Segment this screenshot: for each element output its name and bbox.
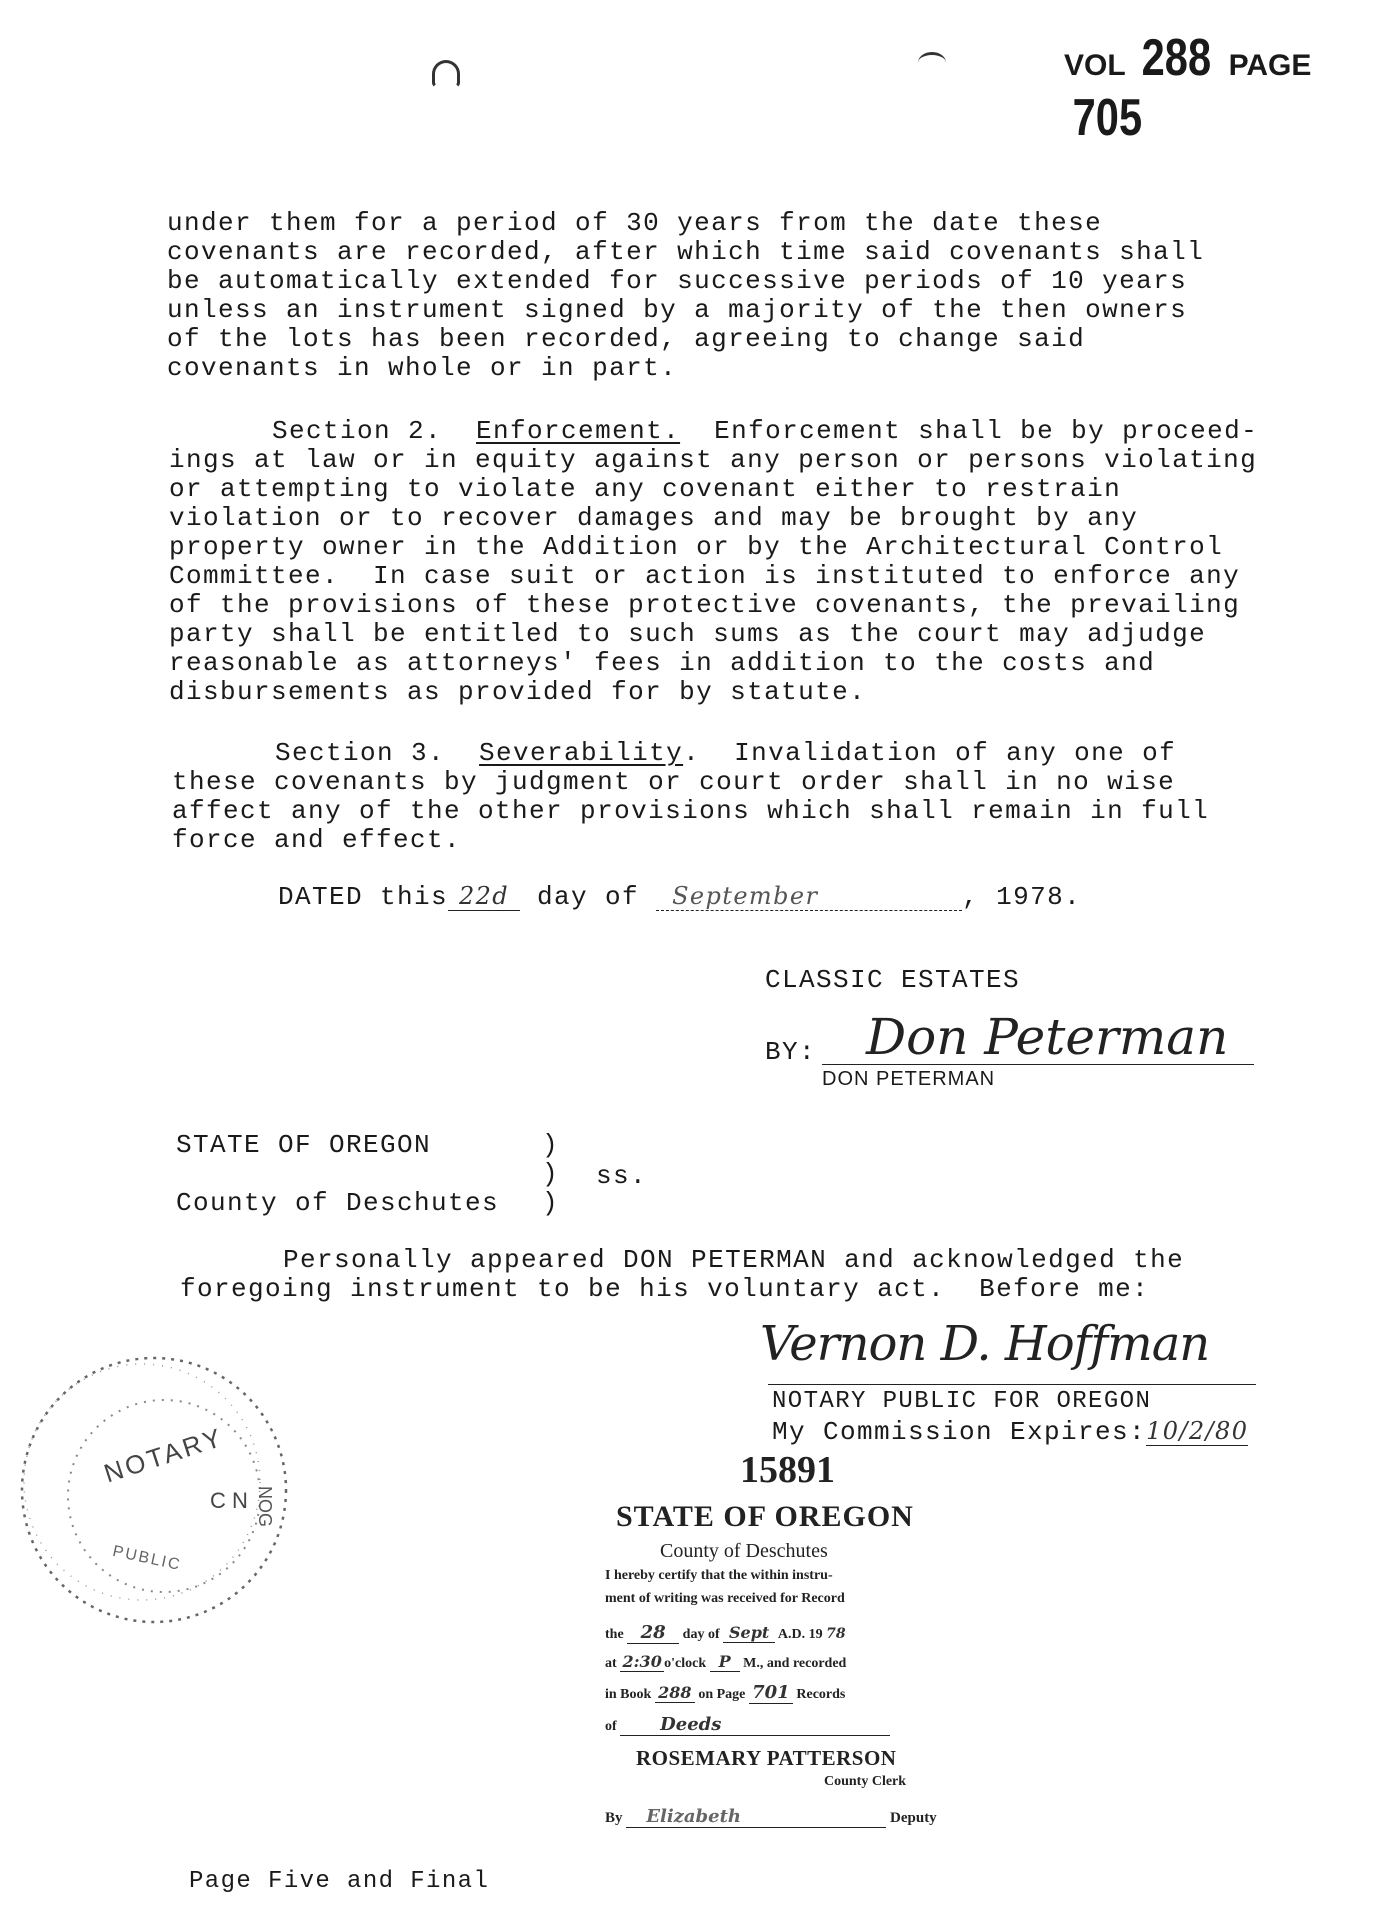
- dated-month-handwritten: September: [656, 882, 962, 911]
- body-line: of the lots has been recorded, agreeing to change said: [167, 324, 1086, 354]
- stamp-ad-label: A.D. 19: [777, 1627, 823, 1642]
- commission-label: My Commission Expires:: [772, 1417, 1147, 1447]
- body-line: be automatically extended for successive periods of 10 years: [167, 266, 1188, 296]
- section-text: . Invalidation of any one of: [683, 738, 1177, 768]
- section-number: Section 2.: [272, 416, 443, 446]
- section-3-line: these covenants by judgment or court order shall in no wise: [172, 767, 1176, 797]
- page-footer: Page Five and Final: [189, 1868, 490, 1895]
- venue-ss: ss.: [596, 1161, 648, 1191]
- stamp-of-handwritten: Deeds: [620, 1714, 890, 1736]
- stamp-page-handwritten: 701: [749, 1682, 793, 1704]
- dated-middle: day of: [537, 882, 640, 912]
- by-label: BY:: [765, 1037, 817, 1067]
- section-2-line: property owner in the Addition or by the Architectural Control: [169, 532, 1224, 562]
- stamp-state: STATE OF OREGON: [616, 1500, 914, 1533]
- hole-punch-mark-icon: [918, 52, 946, 73]
- signer-name: DON PETERMAN: [822, 1068, 996, 1090]
- stamp-book-line: [605, 1682, 845, 1704]
- stamp-day-handwritten: 28: [627, 1622, 679, 1644]
- section-3-first-line: [275, 738, 1176, 768]
- recording-stamp: [600, 1500, 980, 1860]
- section-2-line: of the provisions of these protective covenants, the prevailing: [169, 590, 1241, 620]
- stamp-cert-line: I hereby certify that the within instru-: [605, 1568, 833, 1583]
- stamp-time-line: [605, 1652, 846, 1672]
- body-line: covenants are recorded, after which time said covenants shall: [167, 237, 1205, 267]
- stamp-clerk-title: County Clerk: [824, 1774, 907, 1789]
- venue-county: County of Deschutes: [176, 1188, 500, 1218]
- stamp-meridiem-handwritten: P: [710, 1652, 740, 1672]
- section-2-line: Committee. In case suit or action is instituted to enforce any: [169, 561, 1241, 591]
- vol-label: VOL: [1064, 49, 1126, 82]
- stamp-month-handwritten: Sept: [723, 1623, 775, 1643]
- section-2-line: disbursements as provided for by statute.: [169, 677, 867, 707]
- seal-text-bottom: PUBLIC: [111, 1542, 183, 1575]
- page-label: PAGE: [1228, 49, 1312, 82]
- notary-signature-line: [768, 1384, 1256, 1385]
- stamp-oclock-label: o'clock: [664, 1656, 707, 1671]
- vol-number: 288: [1142, 29, 1212, 87]
- stamp-by-label: By: [605, 1810, 623, 1826]
- section-title: Enforcement.: [476, 416, 681, 446]
- dated-prefix: DATED this: [278, 882, 449, 912]
- notary-signature: Vernon D. Hoffman: [760, 1316, 1210, 1372]
- company-name: CLASSIC ESTATES: [765, 965, 1021, 995]
- venue-paren: ): [542, 1188, 560, 1218]
- venue-state: STATE OF OREGON: [176, 1130, 432, 1160]
- stamp-of-line: [605, 1714, 890, 1736]
- stamp-clerk-name: ROSEMARY PATTERSON: [636, 1746, 897, 1770]
- section-3-line: force and effect.: [172, 825, 462, 855]
- section-3-line: affect any of the other provisions which shall remain in full: [172, 796, 1210, 826]
- peterman-signature: Don Peterman: [866, 1008, 1229, 1066]
- dated-line: [278, 882, 1081, 912]
- seal-text-top: NOTARY: [100, 1421, 228, 1489]
- section-text: Enforcement shall be by proceed-: [714, 416, 1259, 446]
- seal-text-right: NOG: [255, 1485, 276, 1528]
- stamp-of-label: of: [605, 1719, 617, 1734]
- body-line: unless an instrument signed by a majority of the then owners: [167, 295, 1188, 325]
- stamp-deputy-line: [605, 1806, 937, 1828]
- section-2-line: or attempting to violate any covenant either to restrain: [169, 474, 1122, 504]
- stamp-county: County of Deschutes: [660, 1540, 828, 1562]
- signature-line: [822, 1064, 1254, 1065]
- stamp-the-label: the: [605, 1627, 624, 1642]
- stamp-deputy-handwritten: Elizabeth: [626, 1806, 886, 1828]
- acknowledgment-line: foregoing instrument to be his voluntary act. Before me:: [180, 1274, 1150, 1304]
- section-2-line: reasonable as attorneys' fees in addition to the costs and: [169, 648, 1156, 678]
- dated-year: , 1978.: [962, 882, 1082, 912]
- page-number: 705: [1072, 89, 1143, 147]
- stamp-day-of-label: day of: [682, 1627, 720, 1642]
- acknowledgment-line: Personally appeared DON PETERMAN and acknowledged the: [283, 1245, 1185, 1275]
- stamp-year-handwritten: 78: [826, 1626, 846, 1642]
- seal-text-side: C N: [210, 1488, 248, 1513]
- stamp-cert-line: ment of writing was received for Record: [605, 1591, 845, 1606]
- stamp-book-label: in Book: [605, 1687, 652, 1702]
- notary-title: NOTARY PUBLIC FOR OREGON: [772, 1388, 1152, 1415]
- section-2-first-line: [272, 416, 1258, 446]
- stamp-deputy-label: Deputy: [890, 1810, 937, 1826]
- dated-day-handwritten: 22d: [448, 882, 520, 911]
- stamp-at-label: at: [605, 1656, 617, 1671]
- stamp-book-handwritten: 288: [655, 1683, 695, 1703]
- commission-handwritten: 10/2/80: [1146, 1417, 1249, 1445]
- stamp-records-label: Records: [796, 1687, 846, 1702]
- volume-page-header: [1064, 28, 1380, 148]
- commission-line: [772, 1417, 1248, 1447]
- body-line: under them for a period of 30 years from the date these: [167, 208, 1103, 238]
- recording-number: 15891: [740, 1449, 835, 1491]
- stamp-date-line: [605, 1622, 850, 1644]
- stamp-time-handwritten: 2:30: [620, 1652, 664, 1672]
- body-line: covenants in whole or in part.: [167, 353, 678, 383]
- stamp-recorded-label: M., and recorded: [743, 1656, 847, 1671]
- section-2-line: ings at law or in equity against any person or persons violating: [169, 445, 1258, 475]
- hole-punch-mark-icon: [432, 60, 460, 88]
- stamp-page-label: on Page: [698, 1687, 746, 1702]
- notary-seal: [14, 1340, 304, 1630]
- venue-paren: ): [542, 1159, 560, 1189]
- section-number: Section 3.: [275, 738, 446, 768]
- section-title: Severability: [479, 738, 684, 768]
- section-2-line: party shall be entitled to such sums as the court may adjudge: [169, 619, 1207, 649]
- section-2-line: violation or to recover damages and may be brought by any: [169, 503, 1139, 533]
- venue-paren: ): [542, 1130, 560, 1160]
